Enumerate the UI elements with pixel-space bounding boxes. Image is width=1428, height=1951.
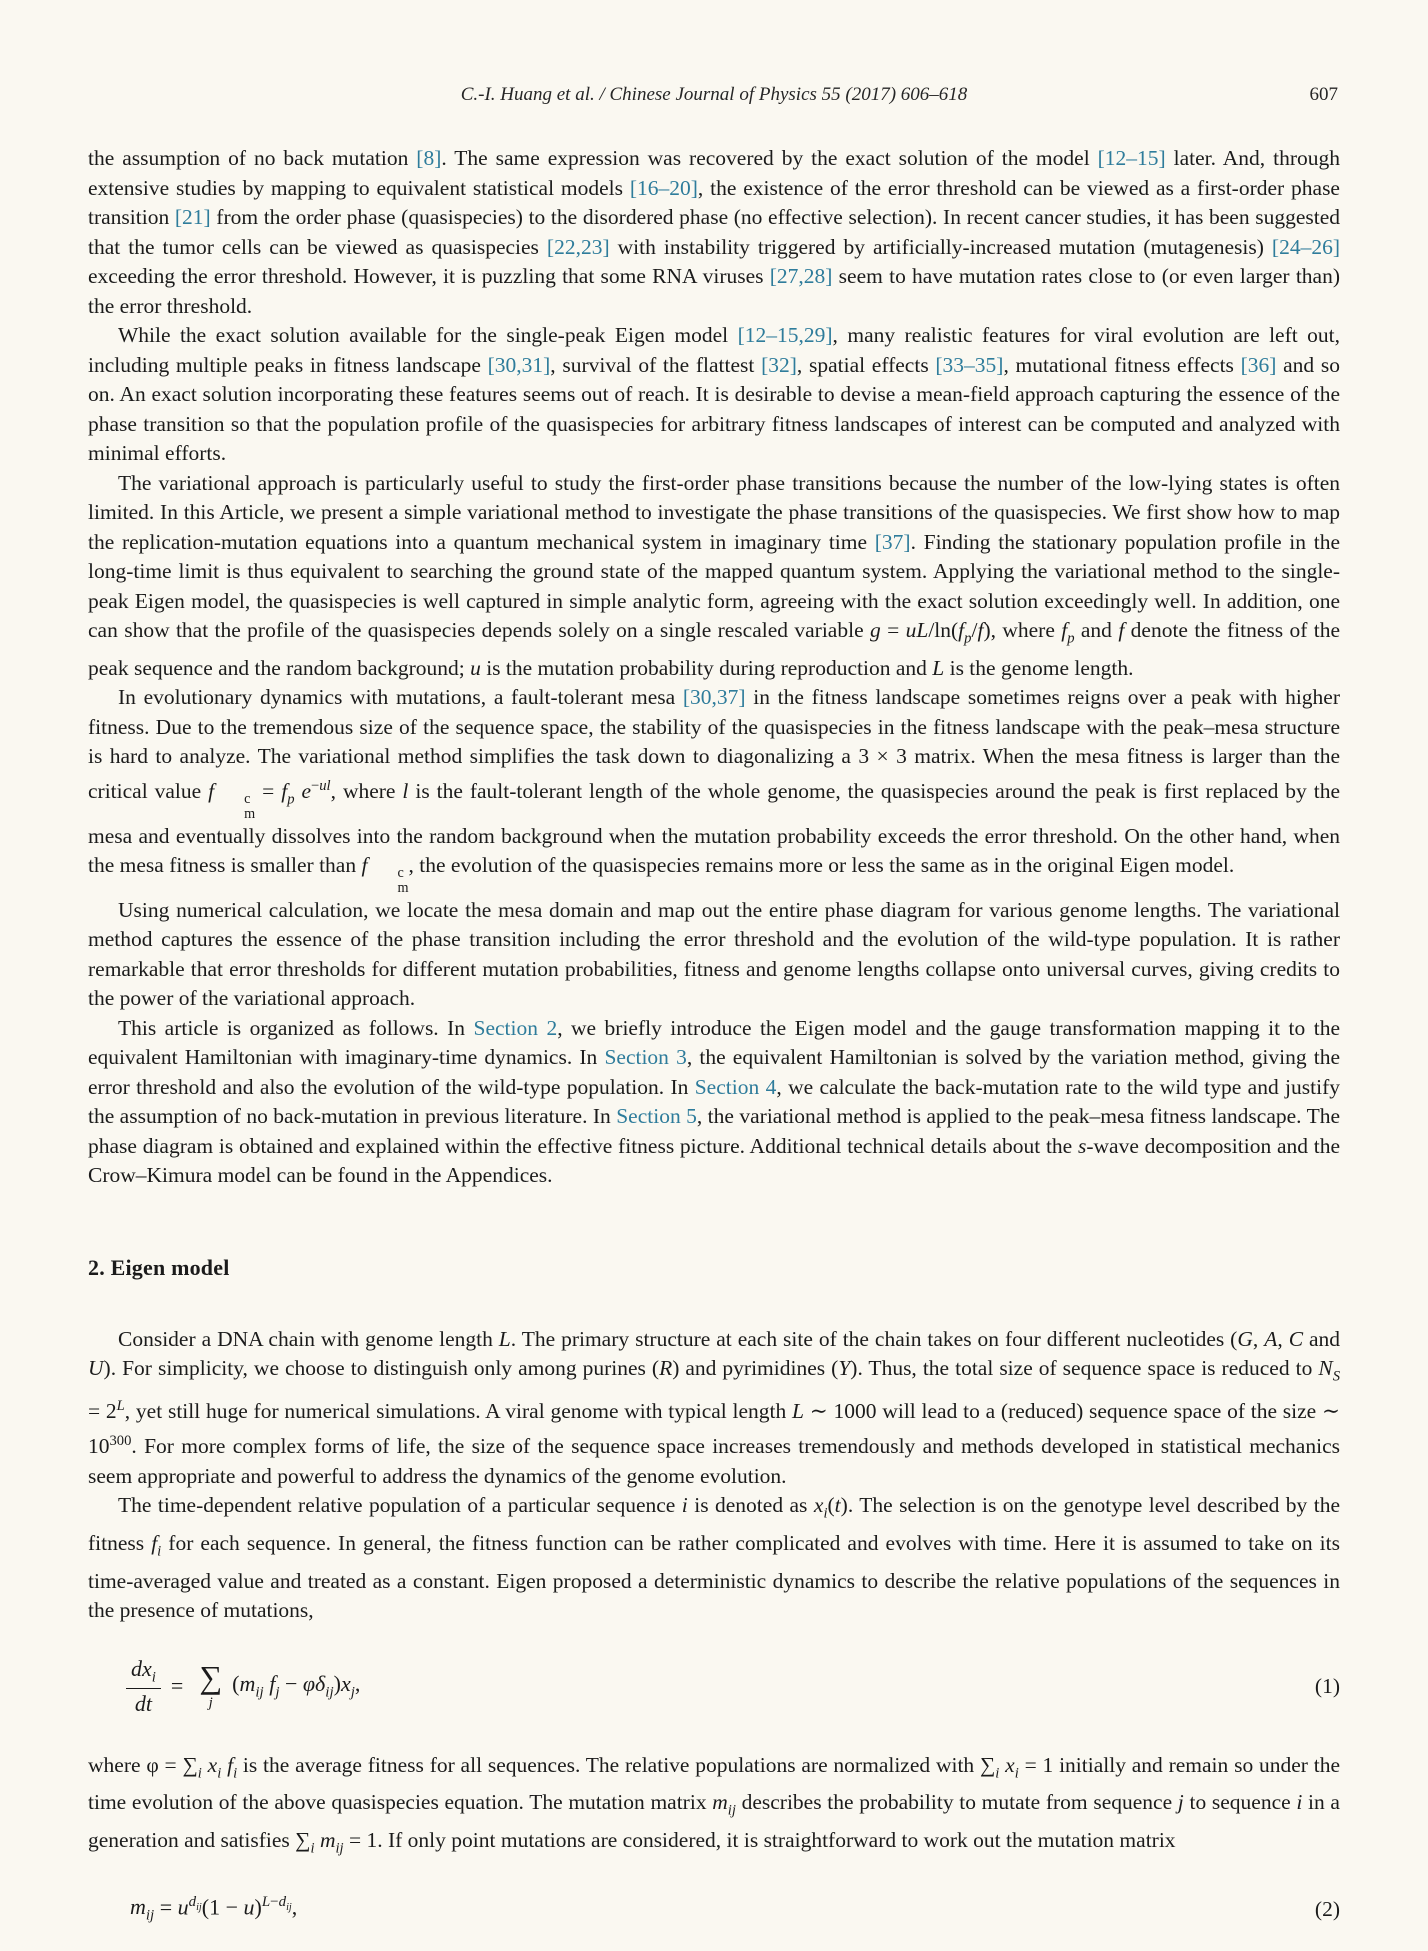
text-run: . If only point mutations are considered, it is straightforward to work out the mutation matrix: [377, 1828, 1176, 1853]
inline-math: G, A, C: [1237, 1326, 1304, 1351]
text-run: . For more complex forms of life, the size of the sequence space increases tremendously and methods developed in statistical mechanics seem appropriate and powerful to address the dynamics of the genome evolution.: [88, 1434, 1340, 1488]
text-run: Using numerical calculation, we locate the mesa domain and map out the entire phase diagram for various genome lengths. The variational method captures the essence of the phase transition including the error threshold and the evolution of the wild-type population. It is rather remarkable that error thresholds for different mutation probabilities, fitness and genome lengths collapse onto universal curves, giving credits to the power of the variational approach.: [88, 897, 1340, 1011]
text-run: . The same expression was recovered by the exact solution of the model: [441, 146, 1098, 170]
text-run: The time-dependent relative population of a particular sequence: [118, 1493, 682, 1518]
equation-2-expression: [126, 1894, 297, 1925]
text-run: . Finding the stationary population profile in the long-time limit is thus equivalent to searching the ground state of the mapped quantum system. Applying the variational method to the single-peak Eigen model, the quasispecies is well captured in simple analytic form, agreeing with the exact solution exceedingly well. In addition, one can show that the profile of the quasispecies depends solely on a single rescaled variable: [88, 529, 1340, 642]
inline-math: i: [1296, 1790, 1303, 1815]
text-run: . The selection is on the genotype level described by the fitness: [88, 1493, 1341, 1555]
inline-math: Y: [838, 1356, 851, 1381]
section-heading: 2. Eigen model: [88, 1254, 230, 1280]
fraction: [126, 1656, 161, 1717]
inline-math: $\sum_i$ $x_i = 1$: [979, 1752, 1054, 1781]
text-run: in a generation and satisfies: [88, 1790, 1340, 1853]
inline-math: s: [1077, 1133, 1087, 1158]
text-run: This article is organized as follows. In: [118, 1015, 474, 1040]
citation-link[interactable]: [30,31]: [487, 352, 551, 377]
paragraph: [88, 896, 1340, 1014]
inline-math: f c m: [361, 853, 409, 897]
inline-math: $f_i$: [151, 1530, 162, 1560]
text-run: initially and remain so under the time evolution of the above quasispecies equation. The mutation matrix: [88, 1752, 1341, 1815]
text-run: Consider a DNA chain with genome length: [118, 1326, 499, 1351]
inline-math: j: [1177, 1790, 1184, 1815]
inline-math: R: [659, 1356, 673, 1381]
inline-math: u: [470, 655, 481, 680]
citation-link[interactable]: [12–15]: [1097, 146, 1166, 170]
text-run: , we calculate the back-mutation rate to the wild type and justify the assumption of no back-mutation in previous literature. In: [88, 1074, 1340, 1129]
journal-citation: C.-I. Huang et al. / Chinese Journal of Physics 55 (2017) 606–618: [460, 84, 968, 105]
text-run: later. And, through extensive studies by mapping to equivalent statistical models: [88, 146, 1340, 200]
text-run: will lead to a (reduced) sequence space of the size: [876, 1399, 1322, 1424]
paragraph: [88, 683, 1340, 896]
citation-link[interactable]: [30,37]: [682, 685, 746, 710]
text-run: is denoted as: [687, 1493, 814, 1518]
inline-math: L: [498, 1326, 511, 1351]
text-run: and: [1303, 1326, 1341, 1351]
text-run: for each sequence. In general, the fitness function can be rather complicated and evolves with time. Here it is assumed to take on its time-averaged value and treated as a constant. Eigen proposed a deterministic dynamics to describe the relative populations of the sequences in the presence of mutations,: [88, 1530, 1340, 1623]
inline-math: ∼ $10^{300}$: [88, 1399, 1340, 1459]
text-run: -wave decomposition and the Crow–Kimura model can be found in the Appendices.: [88, 1133, 1340, 1188]
text-run: , spatial effects: [796, 352, 936, 377]
equation-terms: ($m_{ij}$ $f_j - \varphi\delta_{ij})x_j$,: [232, 1670, 361, 1701]
text-run: to sequence: [1183, 1790, 1297, 1815]
paragraph: [88, 321, 1340, 469]
text-run: The variational approach is particularly useful to study the first-order phase transitions because the number of the low-lying states is often limited. In this Article, we present a simple variational method to investigate the phase transitions of the quasispecies. We first show how to map the replication-mutation equations into a quantum mechanical system in imaginary time: [88, 470, 1340, 554]
inline-math: L: [932, 655, 945, 680]
paragraph: [88, 1491, 1340, 1626]
article-body: [88, 144, 1340, 1925]
text-run: , where: [990, 618, 1062, 642]
paragraph: [88, 1325, 1340, 1491]
citation-link[interactable]: [37]: [874, 529, 911, 554]
text-run: is the average fitness for all sequences. The relative populations are normalized with: [237, 1752, 980, 1777]
citation-link[interactable]: Section 2: [473, 1015, 558, 1040]
inline-math: $N_S = 2^L$: [88, 1356, 1340, 1424]
summation-symbol: ∑ j: [199, 1659, 223, 1712]
citation-link[interactable]: Section 4: [694, 1074, 777, 1099]
fraction-denominator: dt: [134, 1691, 153, 1717]
inline-math: f c m = $f_p$ $e^{-ul}$: [208, 777, 331, 822]
paragraph: [88, 144, 1340, 321]
text-run: . The primary structure at each site of the chain takes on four different nucleotides (: [510, 1326, 1238, 1351]
citation-link[interactable]: [8]: [416, 146, 442, 170]
equation-terms: $m_{ij} = u^{d_{ij}}(1 - u)^{L-d_{ij}}$,: [130, 1893, 298, 1924]
inline-math: l: [402, 778, 409, 803]
text-run: and so on. An exact solution incorporating these features seems out of reach. It is desirable to devise a mean-field approach capturing the essence of the phase transition so that the population profile of the quasispecies for arbitrary fitness landscapes of interest can be computed and analyzed with minimal efforts.: [88, 352, 1340, 465]
text-run: , the variational method is applied to the peak–mesa fitness landscape. The phase diagram is obtained and explained within the effective fitness picture. Additional technical details about the: [88, 1104, 1340, 1158]
citation-link[interactable]: Section 3: [604, 1045, 687, 1070]
inline-math: $\varphi = \sum_i$ $x_i$ $f_i$: [146, 1752, 238, 1781]
equals-sign: =: [170, 1673, 184, 1699]
text-run: and: [1074, 618, 1119, 642]
text-run: , many realistic features for viral evolution are left out, including multiple peaks in fitness landscape: [88, 323, 1341, 377]
text-run: ). For simplicity, we choose to distinguish only among purines (: [103, 1356, 660, 1381]
equation-number: (2): [1314, 1896, 1340, 1921]
inline-math: $m_{ij}$: [712, 1790, 736, 1819]
citation-link[interactable]: [33–35]: [935, 352, 1004, 377]
text-run: denote the fitness of the peak sequence and the random background;: [88, 618, 1340, 680]
text-run: with instability triggered by artificially-increased mutation (mutagenesis): [609, 234, 1272, 259]
text-run: the assumption of no back mutation: [88, 146, 417, 170]
text-run: is the fault-tolerant length of the whole genome, the quasispecies around the peak is first replaced by the mesa and eventually dissolves into the random background when the mutation probability exceeds the error threshold. On the other hand, when the mesa fitness is smaller than: [88, 778, 1340, 878]
citation-link[interactable]: [27,28]: [769, 264, 833, 288]
text-run: in the fitness landscape sometimes reigns over a peak with higher fitness. Due to the tremendous size of the sequence space, the stability of the quasispecies in the fitness landscape with the peak–mesa structure is hard to analyze. The variational method simplifies the task down to diagonalizing a 3 × 3 matrix. When the mesa fitness is larger than the critical value: [88, 685, 1340, 803]
text-run: is the genome length.: [944, 655, 1134, 680]
inline-math: $f_p$: [1061, 618, 1075, 647]
citation-link[interactable]: [21]: [174, 205, 211, 229]
text-run: from the order phase (quasispecies) to the disordered phase (no effective selection). In recent cancer studies, it has been suggested that the tumor cells can be viewed as quasispecies: [88, 205, 1340, 259]
inline-math: $x_i(t)$: [813, 1493, 848, 1522]
inline-math: U: [88, 1356, 104, 1381]
paragraph: [88, 1751, 1340, 1864]
text-run: exceeding the error threshold. However, it is puzzling that some RNA viruses: [88, 264, 770, 288]
equation-1: [88, 1656, 1340, 1717]
running-head: [88, 84, 1340, 106]
citation-link[interactable]: [22,23]: [546, 234, 610, 259]
text-run: , mutational fitness effects: [1003, 352, 1241, 377]
text-run: where: [88, 1752, 147, 1777]
fraction-numerator: $dx_i$: [126, 1656, 161, 1690]
page-number: 607: [1309, 84, 1338, 105]
text-run: In evolutionary dynamics with mutations, a fault-tolerant mesa: [118, 685, 683, 710]
equation-number: (1): [1314, 1673, 1340, 1698]
text-run: is the mutation probability during reproduction and: [480, 655, 933, 680]
text-run: , we briefly introduce the Eigen model and the gauge transformation mapping it to the equivalent Hamiltonian with imaginary-time dynamics. In: [88, 1015, 1341, 1070]
paragraph: [88, 469, 1340, 684]
equation-2: [88, 1894, 1340, 1925]
text-run: ). Thus, the total size of sequence space is reduced to: [850, 1356, 1319, 1381]
citation-link[interactable]: [16–20]: [629, 175, 698, 200]
text-run: , yet still huge for numerical simulations. A viral genome with typical length: [124, 1399, 793, 1424]
citation-link[interactable]: [12–15,29]: [737, 323, 833, 347]
inline-math: L ∼ 1000: [792, 1399, 877, 1424]
citation-link[interactable]: Section 5: [616, 1104, 697, 1129]
text-run: While the exact solution available for the single-peak Eigen model: [118, 323, 738, 347]
text-run: , survival of the flattest: [550, 352, 762, 377]
text-run: , the equivalent Hamiltonian is solved by the variation method, giving the error threshold and also the evolution of the wild-type population. In: [88, 1045, 1340, 1099]
text-run: , the evolution of the quasispecies remains more or less the same as in the original Eigen model.: [408, 853, 1235, 878]
equation-1-expression: [126, 1656, 360, 1717]
paragraph: [88, 1014, 1340, 1191]
text-run: describes the probability to mutate from sequence: [735, 1790, 1178, 1815]
text-run: ) and pyrimidines (: [672, 1356, 839, 1381]
inline-math: $\sum_i$ $m_{ij} = 1$: [295, 1828, 378, 1857]
inline-math: f: [1118, 618, 1125, 642]
text-run: , where: [330, 778, 403, 803]
citation-link[interactable]: [24–26]: [1271, 234, 1340, 259]
text-run: , the existence of the error threshold can be viewed as a first-order phase transition: [88, 175, 1340, 229]
inline-math: i: [681, 1493, 688, 1518]
citation-link[interactable]: [32]: [761, 352, 797, 377]
inline-math: $g = uL/\ln(f_p/f)$: [869, 618, 991, 647]
text-run: seem to have mutation rates close to (or even larger than) the error threshold.: [88, 264, 1340, 318]
citation-link[interactable]: [36]: [1240, 352, 1277, 377]
